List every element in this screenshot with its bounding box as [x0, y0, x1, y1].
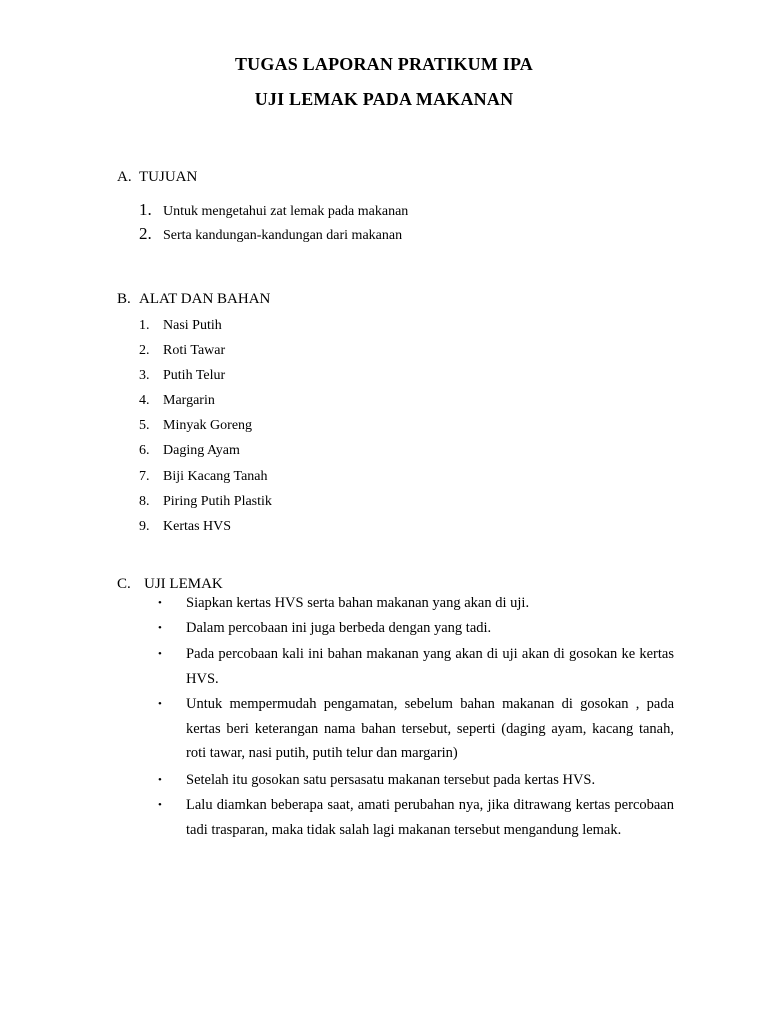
list-item-number: 8. — [139, 494, 150, 509]
list-item-text: Piring Putih Plastik — [163, 494, 272, 509]
list-item — [139, 343, 225, 359]
list-item-number: 7. — [139, 469, 150, 484]
list-item — [139, 443, 240, 459]
list-item-number: 6. — [139, 443, 150, 458]
section-a-letter: A. — [117, 169, 132, 185]
list-item-number: 5. — [139, 418, 150, 433]
bullet-item — [158, 616, 674, 641]
list-item-text: Daging Ayam — [163, 443, 240, 458]
bullet-text: Setelah itu gosokan satu persasatu makanan tersebut pada kertas HVS. — [186, 772, 596, 788]
list-item — [139, 519, 231, 535]
bullet-text: Dalam percobaan ini juga berbeda dengan yang tadi. — [186, 620, 492, 636]
bullet-text: Pada percobaan kali ini bahan makanan yang akan di uji akan di gosokan ke kertas HVS. — [186, 646, 674, 687]
list-item — [139, 200, 408, 220]
bullet-icon: • — [158, 774, 162, 786]
list-item-number: 2. — [139, 343, 150, 358]
list-item — [139, 418, 252, 434]
bullet-item — [158, 692, 674, 766]
list-item-text: Untuk mengetahui zat lemak pada makanan — [163, 204, 409, 219]
document-title: TUGAS LAPORAN PRATIKUM IPA — [234, 54, 534, 74]
bullet-text: Siapkan kertas HVS serta bahan makanan yang akan di uji. — [186, 595, 530, 611]
list-item-text: Serta kandungan-kandungan dari makanan — [163, 228, 403, 243]
list-item — [139, 469, 268, 485]
list-item-number: 2. — [139, 224, 152, 243]
document-subtitle: UJI LEMAK PADA MAKANAN — [254, 89, 514, 109]
list-item-text: Margarin — [163, 393, 215, 408]
list-item — [139, 224, 402, 244]
list-item — [139, 318, 222, 334]
bullet-icon: • — [158, 597, 162, 609]
section-a-heading — [117, 169, 197, 186]
section-a-title: TUJUAN — [139, 169, 198, 185]
list-item — [139, 393, 215, 409]
list-item-text: Biji Kacang Tanah — [163, 469, 268, 484]
section-c-letter: C. — [117, 576, 131, 592]
list-item-number: 4. — [139, 393, 150, 408]
bullet-icon: • — [158, 622, 162, 634]
bullet-text: Lalu diamkan beberapa saat, amati perubahan nya, jika ditrawang kertas percobaan tadi trasparan, maka tidak salah lagi makanan tersebut mengandung lemak. — [186, 797, 674, 838]
list-item-number: 3. — [139, 368, 150, 383]
section-b-title: ALAT DAN BAHAN — [139, 291, 271, 307]
list-item-text: Roti Tawar — [163, 343, 226, 358]
bullet-icon: • — [158, 799, 162, 811]
list-item — [139, 494, 272, 510]
list-item — [139, 368, 225, 384]
bullet-text: Untuk mempermudah pengamatan, sebelum bahan makanan di gosokan , pada kertas beri keterangan nama bahan tersebut, seperti (daging ayam, kacang tanah, roti tawar, nasi putih, putih telur dan margarin) — [186, 696, 674, 761]
list-item-number: 1. — [139, 318, 150, 333]
bullet-item — [158, 768, 674, 793]
bullet-item — [158, 642, 674, 691]
list-item-number: 9. — [139, 519, 150, 534]
list-item-number: 1. — [139, 200, 152, 219]
bullet-item — [158, 793, 674, 842]
bullet-icon: • — [158, 648, 162, 660]
bullet-icon: • — [158, 698, 162, 710]
list-item-text: Minyak Goreng — [163, 418, 253, 433]
section-b-heading — [117, 291, 270, 308]
list-item-text: Kertas HVS — [163, 519, 232, 534]
section-c-title: UJI LEMAK — [144, 576, 223, 592]
section-b-letter: B. — [117, 291, 131, 307]
list-item-text: Nasi Putih — [163, 318, 222, 333]
list-item-text: Putih Telur — [163, 368, 226, 383]
bullet-item — [158, 591, 674, 616]
